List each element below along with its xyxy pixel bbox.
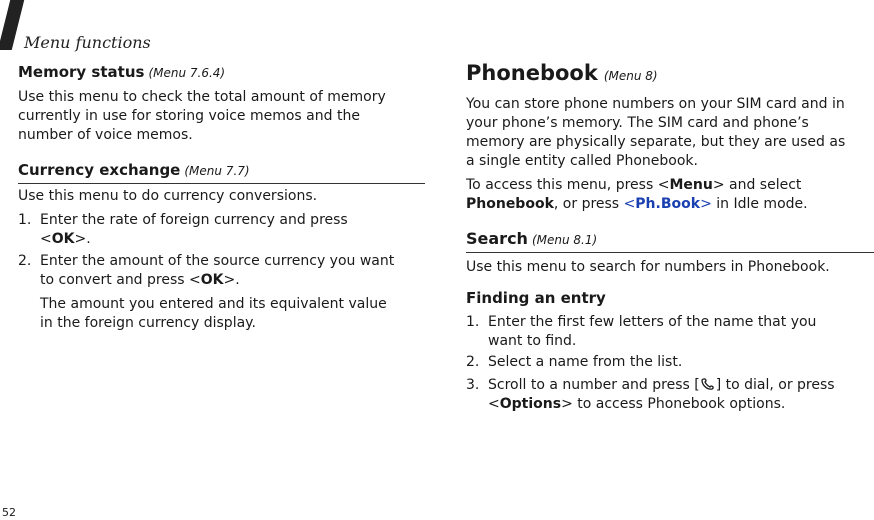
- search-title: Search: [466, 229, 528, 248]
- text-run: , or press: [553, 196, 624, 212]
- list-item-number: 1.: [466, 314, 480, 330]
- list-item-text: Enter the first few letters of the name that you: [488, 314, 817, 330]
- list-item-text: [40, 271, 394, 290]
- text-line: The amount you entered and its equivalent value: [40, 296, 387, 312]
- list-item: [466, 313, 816, 351]
- search-heading: [466, 229, 597, 248]
- list-item-text: Enter the rate of foreign currency and press: [40, 212, 348, 228]
- list-item: [466, 376, 835, 414]
- text-run: > and select: [712, 177, 802, 193]
- list-item-text: [40, 230, 348, 249]
- list-item-text: Select a name from the list.: [488, 354, 683, 370]
- page-header: [0, 0, 874, 52]
- section-divider: [466, 252, 874, 253]
- list-item-number: 2.: [466, 354, 480, 370]
- list-item-number: 1.: [18, 212, 32, 228]
- ok-key-label: OK: [51, 231, 75, 247]
- text-run: To access this menu, press <: [466, 177, 670, 193]
- phonebook-body: [466, 95, 845, 171]
- finding-entry-heading: Finding an entry: [466, 289, 606, 307]
- phonebook-label: Phonebook: [466, 196, 554, 212]
- list-item-number: 3.: [466, 377, 480, 393]
- memory-status-body: [18, 88, 386, 145]
- text-run: >.: [74, 231, 91, 247]
- search-menu-ref: (Menu 8.1): [531, 233, 598, 247]
- text-run: Scroll to a number and press [: [488, 377, 700, 393]
- text-run: > to access Phonebook options.: [561, 396, 786, 412]
- menu-key-label: Menu: [669, 177, 713, 193]
- list-item: [466, 353, 682, 372]
- phonebook-access: [466, 176, 808, 214]
- list-item-text: [488, 376, 835, 395]
- list-item-text: [488, 395, 835, 414]
- text-run: ] to dial, or press: [715, 377, 835, 393]
- currency-exchange-heading: [18, 161, 250, 179]
- text-line: Use this menu to check the total amount of memory: [18, 89, 386, 105]
- text-run: in Idle mode.: [711, 196, 808, 212]
- text-line: your phone’s memory. The SIM card and phone’s: [466, 115, 809, 131]
- list-item-text: Enter the amount of the source currency you want: [40, 253, 395, 269]
- text-line: in the foreign currency display.: [40, 315, 256, 331]
- ok-key-label: OK: [200, 272, 224, 288]
- options-key-label: Options: [499, 396, 562, 412]
- currency-exchange-title: Currency exchange: [18, 161, 181, 179]
- text-run: to convert and press <: [40, 272, 201, 288]
- search-intro: Use this menu to search for numbers in Phonebook.: [466, 259, 830, 275]
- text-line: a single entity called Phonebook.: [466, 153, 698, 169]
- phonebook-heading: [466, 61, 658, 85]
- currency-note: [18, 295, 387, 333]
- header-accent-bar: [0, 0, 24, 50]
- memory-status-heading: [18, 63, 225, 81]
- text-line: You can store phone numbers on your SIM card and in: [466, 96, 845, 112]
- list-item-number: 2.: [18, 253, 32, 269]
- text-line: number of voice memos.: [18, 127, 193, 143]
- page-number: 52: [2, 506, 16, 519]
- phbook-softkey-label: Ph.Book: [635, 196, 701, 212]
- text-run: >: [700, 196, 712, 212]
- text-run: <: [40, 231, 52, 247]
- text-line: [466, 195, 808, 214]
- header-title: Menu functions: [24, 33, 151, 52]
- list-item: [18, 252, 394, 290]
- text-run: <: [488, 396, 500, 412]
- text-line: [466, 176, 808, 195]
- text-line: currently in use for storing voice memos and the: [18, 108, 360, 124]
- text-run: <: [623, 196, 636, 212]
- phonebook-menu-ref: (Menu 8): [603, 69, 658, 83]
- memory-status-menu-ref: (Menu 7.6.4): [148, 66, 226, 80]
- currency-exchange-intro: Use this menu to do currency conversions.: [18, 188, 318, 204]
- memory-status-title: Memory status: [18, 63, 145, 81]
- phone-call-icon: [700, 377, 716, 391]
- section-divider: [18, 183, 425, 184]
- list-item: [18, 211, 348, 249]
- list-item-text: want to find.: [488, 333, 577, 349]
- currency-exchange-menu-ref: (Menu 7.7): [184, 164, 250, 178]
- text-line: memory are physically separate, but they are used as: [466, 134, 846, 150]
- phonebook-title: Phonebook: [466, 61, 598, 85]
- text-run: >.: [223, 272, 240, 288]
